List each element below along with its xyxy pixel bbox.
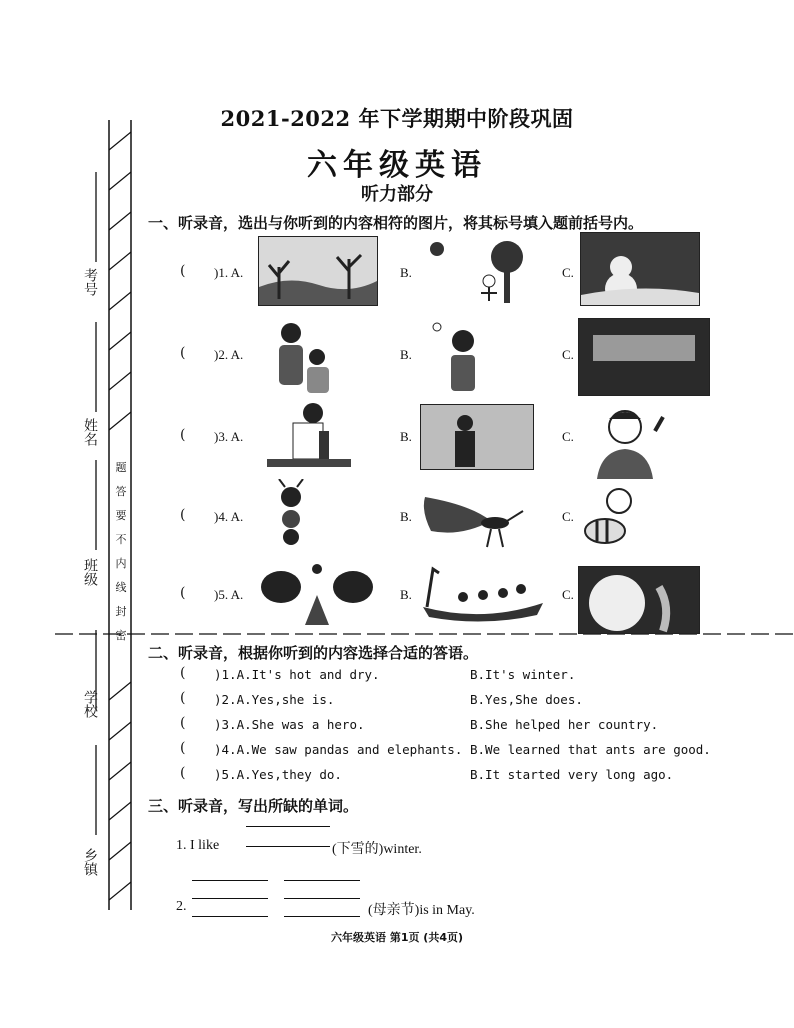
seal-char: 题 [115,461,127,474]
q5-picture-a-lanterns[interactable] [256,558,378,630]
blank-line-q2-word1-mid[interactable] [192,898,268,899]
q4-picture-c-bee[interactable] [578,480,644,554]
blank-line-q2-word2-bottom[interactable] [284,916,360,917]
blank-line-q2-word2-top[interactable] [284,880,360,881]
answer-paren[interactable]: ( [180,585,186,601]
fill-q1-prefix: I like [190,838,220,853]
q4-picture-a-ant[interactable] [266,478,314,552]
q1-picture-a-winter-trees[interactable] [258,236,378,306]
seal-char: 不 [115,533,127,546]
option-b-label: B. [400,347,412,362]
q3-picture-c-man-waving[interactable] [590,400,670,480]
answer-paren[interactable]: ( [180,740,186,756]
q5-option-b: B.It started very long ago. [470,767,674,782]
exam-subject-title: 六年级英语 [307,148,487,183]
seal-char: 封 [115,605,127,618]
answer-paren[interactable]: ( [180,690,186,706]
listening-part-title: 听力部分 [361,184,433,205]
option-b-label: B. [400,587,412,602]
q1-picture-b-sun-tree[interactable] [418,236,538,306]
q5-option-a: )5.A.Yes,they do. [214,767,342,782]
q3-option-a: )3.A.She was a hero. [214,717,365,732]
option-c-label: C. [562,429,574,444]
section1-instruction: 一、听录音，选出与你听到的内容相符的图片，将其标号填入题前括号内。 [148,214,644,232]
field-label-exam-number: 考号 [82,268,98,296]
q1-option-b: B.It's winter. [470,667,576,682]
seal-char: 答 [115,485,127,498]
question-3-a-label: )3. A. [214,429,244,444]
answer-paren[interactable]: ( [180,345,186,361]
answer-paren[interactable]: ( [180,765,186,781]
option-c-label: C. [562,265,574,280]
q3-picture-a-scientist[interactable] [262,400,354,470]
blank-line-q2-word1-top[interactable] [192,880,268,881]
field-label-class: 班级 [82,558,98,586]
option-b-label: B. [400,509,412,524]
field-label-name: 姓名 [82,418,98,446]
section2-instruction: 二、听录音，根据你听到的内容选择合适的答语。 [148,644,479,662]
q5-picture-c-moon-fairy[interactable] [578,566,700,634]
q4-option-a: )4.A.We saw pandas and elephants. [214,742,463,757]
exam-term-title: 2021-2022 年下学期期中阶段巩固 [220,106,574,131]
q4-option-b: B.We learned that ants are good. [470,742,711,757]
q4-picture-b-moth[interactable] [420,490,526,550]
fill-q2-suffix: (母亲节)is in May. [368,903,475,918]
q2-picture-b-girl-idea[interactable] [428,318,490,396]
question-1-a-label: )1. A. [214,265,244,280]
section3-instruction: 三、听录音，写出所缺的单词。 [148,797,359,815]
option-c-label: C. [562,347,574,362]
seal-char: 线 [115,581,127,594]
fill-q1-suffix: (下雪的)winter. [332,842,422,857]
answer-paren[interactable]: ( [180,665,186,681]
q5-picture-b-dragon-boat[interactable] [418,562,548,626]
blank-line-q1-bottom[interactable] [246,846,330,847]
page-footer: 六年级英语 第1页 (共4页) [330,931,464,944]
q3-picture-b-soldier[interactable] [420,404,534,470]
q3-option-b: B.She helped her country. [470,717,659,732]
seal-line-notice [113,456,129,648]
blank-line-q2-word2-mid[interactable] [284,898,360,899]
field-label-town: 乡镇 [82,848,98,876]
answer-paren[interactable]: ( [180,507,186,523]
field-label-school: 学校 [82,690,98,718]
seal-char: 内 [115,557,127,570]
q1-option-a: )1.A.It's hot and dry. [214,667,380,682]
seal-char: 要 [115,509,127,522]
seal-char: 密 [115,629,127,642]
q1-picture-c-snowman[interactable] [580,232,700,306]
question-5-a-label: )5. A. [214,587,244,602]
answer-paren[interactable]: ( [180,427,186,443]
q2-picture-c-scene[interactable] [578,318,710,396]
question-2-a-label: )2. A. [214,347,244,362]
option-c-label: C. [562,509,574,524]
option-b-label: B. [400,429,412,444]
blank-line-q1-top[interactable] [246,826,330,827]
q2-option-b: B.Yes,She does. [470,692,583,707]
fill-q1-number: 1. [176,838,187,853]
answer-paren[interactable]: ( [180,263,186,279]
q2-picture-a-mother-daughter[interactable] [268,318,340,396]
question-4-a-label: )4. A. [214,509,244,524]
option-b-label: B. [400,265,412,280]
option-c-label: C. [562,587,574,602]
blank-line-q2-word1-bottom[interactable] [192,916,268,917]
q2-option-a: )2.A.Yes,she is. [214,692,335,707]
answer-paren[interactable]: ( [180,715,186,731]
fill-q2-number: 2. [176,899,187,914]
